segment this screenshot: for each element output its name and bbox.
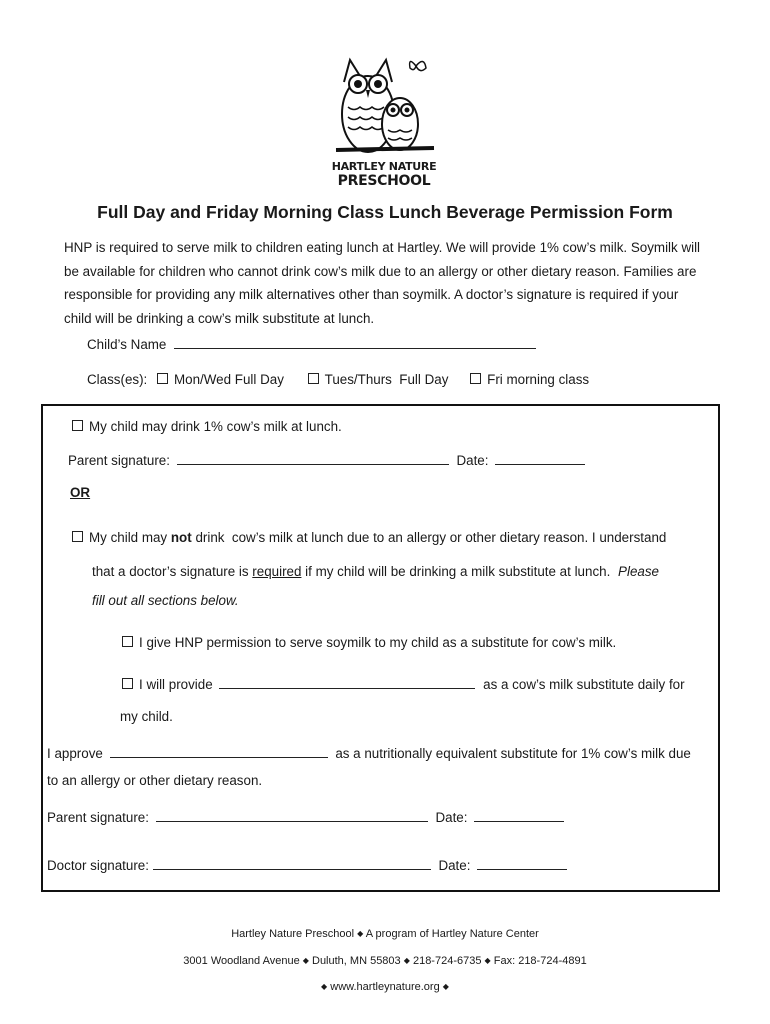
parent-sig2-field[interactable] (156, 809, 428, 822)
date-field[interactable] (495, 452, 585, 465)
child-name-label: Child’s Name (87, 337, 167, 352)
class-option-tues-thurs: Tues/Thurs Full Day (324, 372, 449, 387)
class-option-mon-wed: Mon/Wed Full Day (174, 372, 284, 387)
classes-label: Class(es): (87, 372, 148, 387)
understand-required: required (252, 564, 302, 579)
doctor-sig-row (47, 857, 567, 873)
date3-field[interactable] (477, 857, 567, 870)
preschool-logo (330, 52, 438, 187)
classes-row (87, 372, 589, 387)
approve-substitute-field[interactable] (110, 745, 328, 758)
fill-out-text: fill out all sections below. (92, 593, 239, 608)
intro-paragraph: HNP is required to serve milk to children eating lunch at Hartley. We will provide 1% cow’s milk. Soymilk will be available for children who cannot drink cow’s milk due to an allergy or other dietary reason. Families are responsible for providing any milk alternatives other than soymilk. A doctor’s signature is required if your child will be drinking a cow’s milk substitute at lunch. (64, 240, 701, 326)
parent-sig2-label: Parent signature: (47, 810, 149, 825)
option-may-row (72, 419, 342, 434)
form-title: Full Day and Friday Morning Class Lunch Beverage Permission Form (97, 202, 673, 222)
date2-label: Date: (435, 810, 468, 825)
child-name-row (87, 336, 536, 352)
diamond-icon: ◆ (321, 982, 328, 991)
footer-fax: Fax: 218-724-4891 (493, 955, 587, 967)
soy-option-row (122, 635, 616, 650)
footer-website-link[interactable]: www.hartleynature.org (330, 981, 440, 993)
date3-label: Date: (438, 858, 471, 873)
approve-line-2: to an allergy or other dietary reason. (47, 773, 263, 788)
footer-program: A program of Hartley Nature Center (365, 928, 539, 940)
my-child-text: my child. (120, 709, 173, 724)
date2-field[interactable] (474, 809, 564, 822)
parent-sig-row-2 (47, 809, 564, 825)
checkbox-tues-thurs[interactable] (308, 373, 319, 384)
doctor-sig-field[interactable] (153, 857, 431, 870)
provide-pre: I will provide (139, 677, 213, 692)
parent-sig-row-1 (68, 452, 585, 468)
checkbox-soymilk[interactable] (122, 636, 133, 647)
logo-line-1: HARTLEY NATURE (331, 160, 437, 173)
approve-row (47, 745, 691, 761)
footer-phone: 218-724-6735 (412, 955, 482, 967)
footer-org: Hartley Nature Preschool (231, 928, 355, 940)
option-may-text: My child may drink 1% cow’s milk at lunch. (89, 419, 342, 434)
doctor-sig-label: Doctor signature: (47, 858, 149, 873)
date-label: Date: (456, 453, 489, 468)
footer-city: Duluth, MN 55803 (312, 955, 401, 967)
child-name-field[interactable] (174, 336, 536, 349)
provide-post: as a cow’s milk substitute daily for (483, 677, 685, 692)
soy-option-text: I give HNP permission to serve soymilk to my child as a substitute for cow’s milk. (139, 635, 617, 650)
parent-sig-field[interactable] (177, 452, 449, 465)
provide-substitute-field[interactable] (219, 676, 475, 689)
checkbox-may-not-drink[interactable] (72, 531, 83, 542)
logo-line-2: PRESCHOOL (337, 173, 431, 189)
provide-row (122, 676, 685, 692)
diamond-icon: ◆ (484, 956, 491, 965)
understand-post: if my child will be drinking a milk substitute at lunch. (305, 564, 611, 579)
option-not-bold: not (170, 530, 192, 545)
parent-sig-label: Parent signature: (68, 453, 170, 468)
understand-row (92, 564, 659, 579)
diamond-icon: ◆ (403, 956, 410, 965)
approve-pre: I approve (47, 746, 103, 761)
option-not-post: drink cow’s milk at lunch due to an allergy or other dietary reason. I understand (195, 530, 667, 545)
understand-pre: that a doctor’s signature is (92, 564, 249, 579)
approve-post: as a nutritionally equivalent substitute for 1% cow’s milk due (335, 746, 691, 761)
checkbox-may-drink[interactable] (72, 420, 83, 431)
footer-line-1 (0, 928, 770, 940)
option-not-pre: My child may (89, 530, 168, 545)
footer-address: 3001 Woodland Avenue (183, 955, 300, 967)
footer-line-2 (0, 955, 770, 967)
checkbox-provide[interactable] (122, 678, 133, 689)
class-option-fri-morning: Fri morning class (487, 372, 590, 387)
checkbox-mon-wed[interactable] (157, 373, 168, 384)
diamond-icon: ◆ (302, 956, 309, 965)
or-label: OR (70, 485, 91, 500)
diamond-icon: ◆ (357, 929, 364, 938)
checkbox-fri-morning[interactable] (470, 373, 481, 384)
footer-line-3 (0, 981, 770, 993)
option-not-row (72, 530, 666, 545)
owl-logo-icon (330, 52, 438, 157)
diamond-icon: ◆ (442, 982, 449, 991)
please-text: Please (618, 564, 659, 579)
